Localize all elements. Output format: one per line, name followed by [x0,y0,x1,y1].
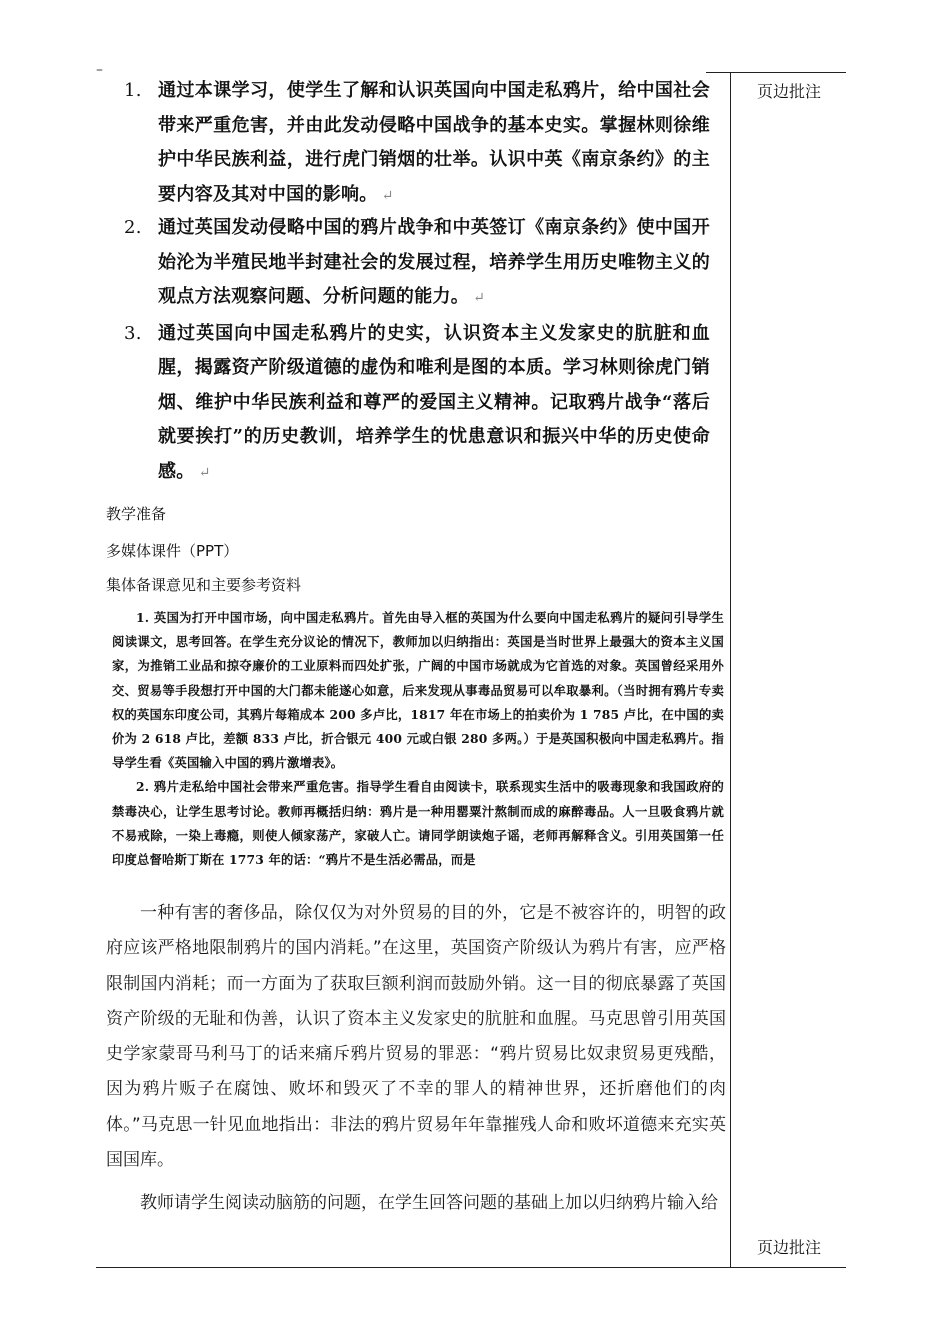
return-mark-icon: ↵ [198,464,211,481]
margin-divider [730,72,731,1268]
objectives-list [110,74,710,490]
objective-item [110,211,710,316]
header-dash: – [96,62,103,78]
bottom-rule [96,1267,846,1268]
objective-item [110,317,710,491]
reference-paragraph: 1. 英国为打开中国市场，向中国走私鸦片。首先由导入框的英国为什么要向中国走私鸦片的疑问引导学生阅读课文，思考回答。在学生充分议论的情况下，教师加以归纳指出：英国是当时世界上最强大的资本主义国家，为推销工业品和掠夺廉价的工业原料而四处扩张，广阔的中国市场就成为它首选的对象。英国曾经采用外交、贸易等手段想打开中国的大门都未能遂心如意，后来发现从事毒品贸易可以牟取暴利。（当时拥有鸦片专卖权的英国东印度公司，其鸦片每箱成本 200 多卢比，1817 年在市场上的拍卖价为 1 785 卢比，在中国的卖价为 2 618 卢比，差额 833 卢比，折合银元 400 元或白银 280 多两。）于是英国积极向中国走私鸦片。指导学生看《英国输入中国的鸦片激增表》。 [112,610,724,771]
return-mark-icon: ↵ [381,187,394,204]
objective-number: 1. [124,80,142,101]
objective-text: 通过英国向中国走私鸦片的史实，认识资本主义发家史的肮脏和血腥，揭露资产阶级道德的虚伪和唯利是图的本质。学习林则徐虎门销烟、维护中华民族利益和尊严的爱国主义精神。记取鸦片战争“落后就要挨打”的历史教训，培养学生的忧患意识和振兴中华的历史使命感。 [158,322,710,482]
refs-heading: 集体备课意见和主要参考资料 [106,576,302,594]
margin-note-top: 页边批注 [757,82,822,101]
body-paragraph: 一种有害的奢侈品，除仅仅为对外贸易的目的外，它是不被容许的，明智的政府应该严格地限制鸦片的国内消耗。”在这里，英国资产阶级认为鸦片有害，应严格限制国内消耗；而一方面为了获取巨额利润而鼓励外销。这一目的彻底暴露了英国资产阶级的无耻和伪善，认识了资本主义发家史的肮脏和血腥。马克思曾引用英国史学家蒙哥马利马丁的话来痛斥鸦片贸易的罪恶：“鸦片贸易比奴隶贸易更残酷，因为鸦片贩子在腐蚀、败坏和毁灭了不幸的罪人的精神世界，还折磨他们的肉体。”马克思一针见血地指出：非法的鸦片贸易年年靠摧残人命和败坏道德来充实英国国库。 [106,903,726,1171]
objective-number: 2. [124,217,142,238]
margin-note-bottom: 页边批注 [757,1238,822,1257]
objective-item [110,74,710,213]
objective-text: 通过本课学习，使学生了解和认识英国向中国走私鸦片，给中国社会带来严重危害，并由此发动侵略中国战争的基本史实。掌握林则徐维护中华民族利益，进行虎门销烟的壮举。认识中英《南京条约》的主要内容及其对中国的影响。 [158,80,710,205]
body-text [106,896,726,1222]
return-mark-icon: ↵ [473,290,486,306]
prep-heading: 教学准备 [106,505,167,523]
objective-number: 3. [124,322,142,344]
top-rule [706,72,846,73]
reference-excerpt [112,606,724,872]
reference-paragraph: 2. 鸦片走私给中国社会带来严重危害。指导学生看自由阅读卡，联系现实生活中的吸毒现象和我国政府的禁毒决心，让学生思考讨论。教师再概括归纳：鸦片是一种用罂粟汁熬制而成的麻醉毒品。人一旦吸食鸦片就不易戒除，一染上毒瘾，则使人倾家荡产，家破人亡。请同学朗读炮子谣，老师再解释含义。引用英国第一任印度总督哈斯丁斯在 1773 年的话：“鸦片不是生活必需品，而是 [112,779,724,868]
body-paragraph: 教师请学生阅读动脑筋的问题，在学生回答问题的基础上加以归纳鸦片输入给 [140,1193,718,1214]
prep-value: 多媒体课件（PPT） [106,542,239,560]
objective-text: 通过英国发动侵略中国的鸦片战争和中英签订《南京条约》使中国开始沦为半殖民地半封建社会的发展过程，培养学生用历史唯物主义的观点方法观察问题、分析问题的能力。 [158,217,710,307]
